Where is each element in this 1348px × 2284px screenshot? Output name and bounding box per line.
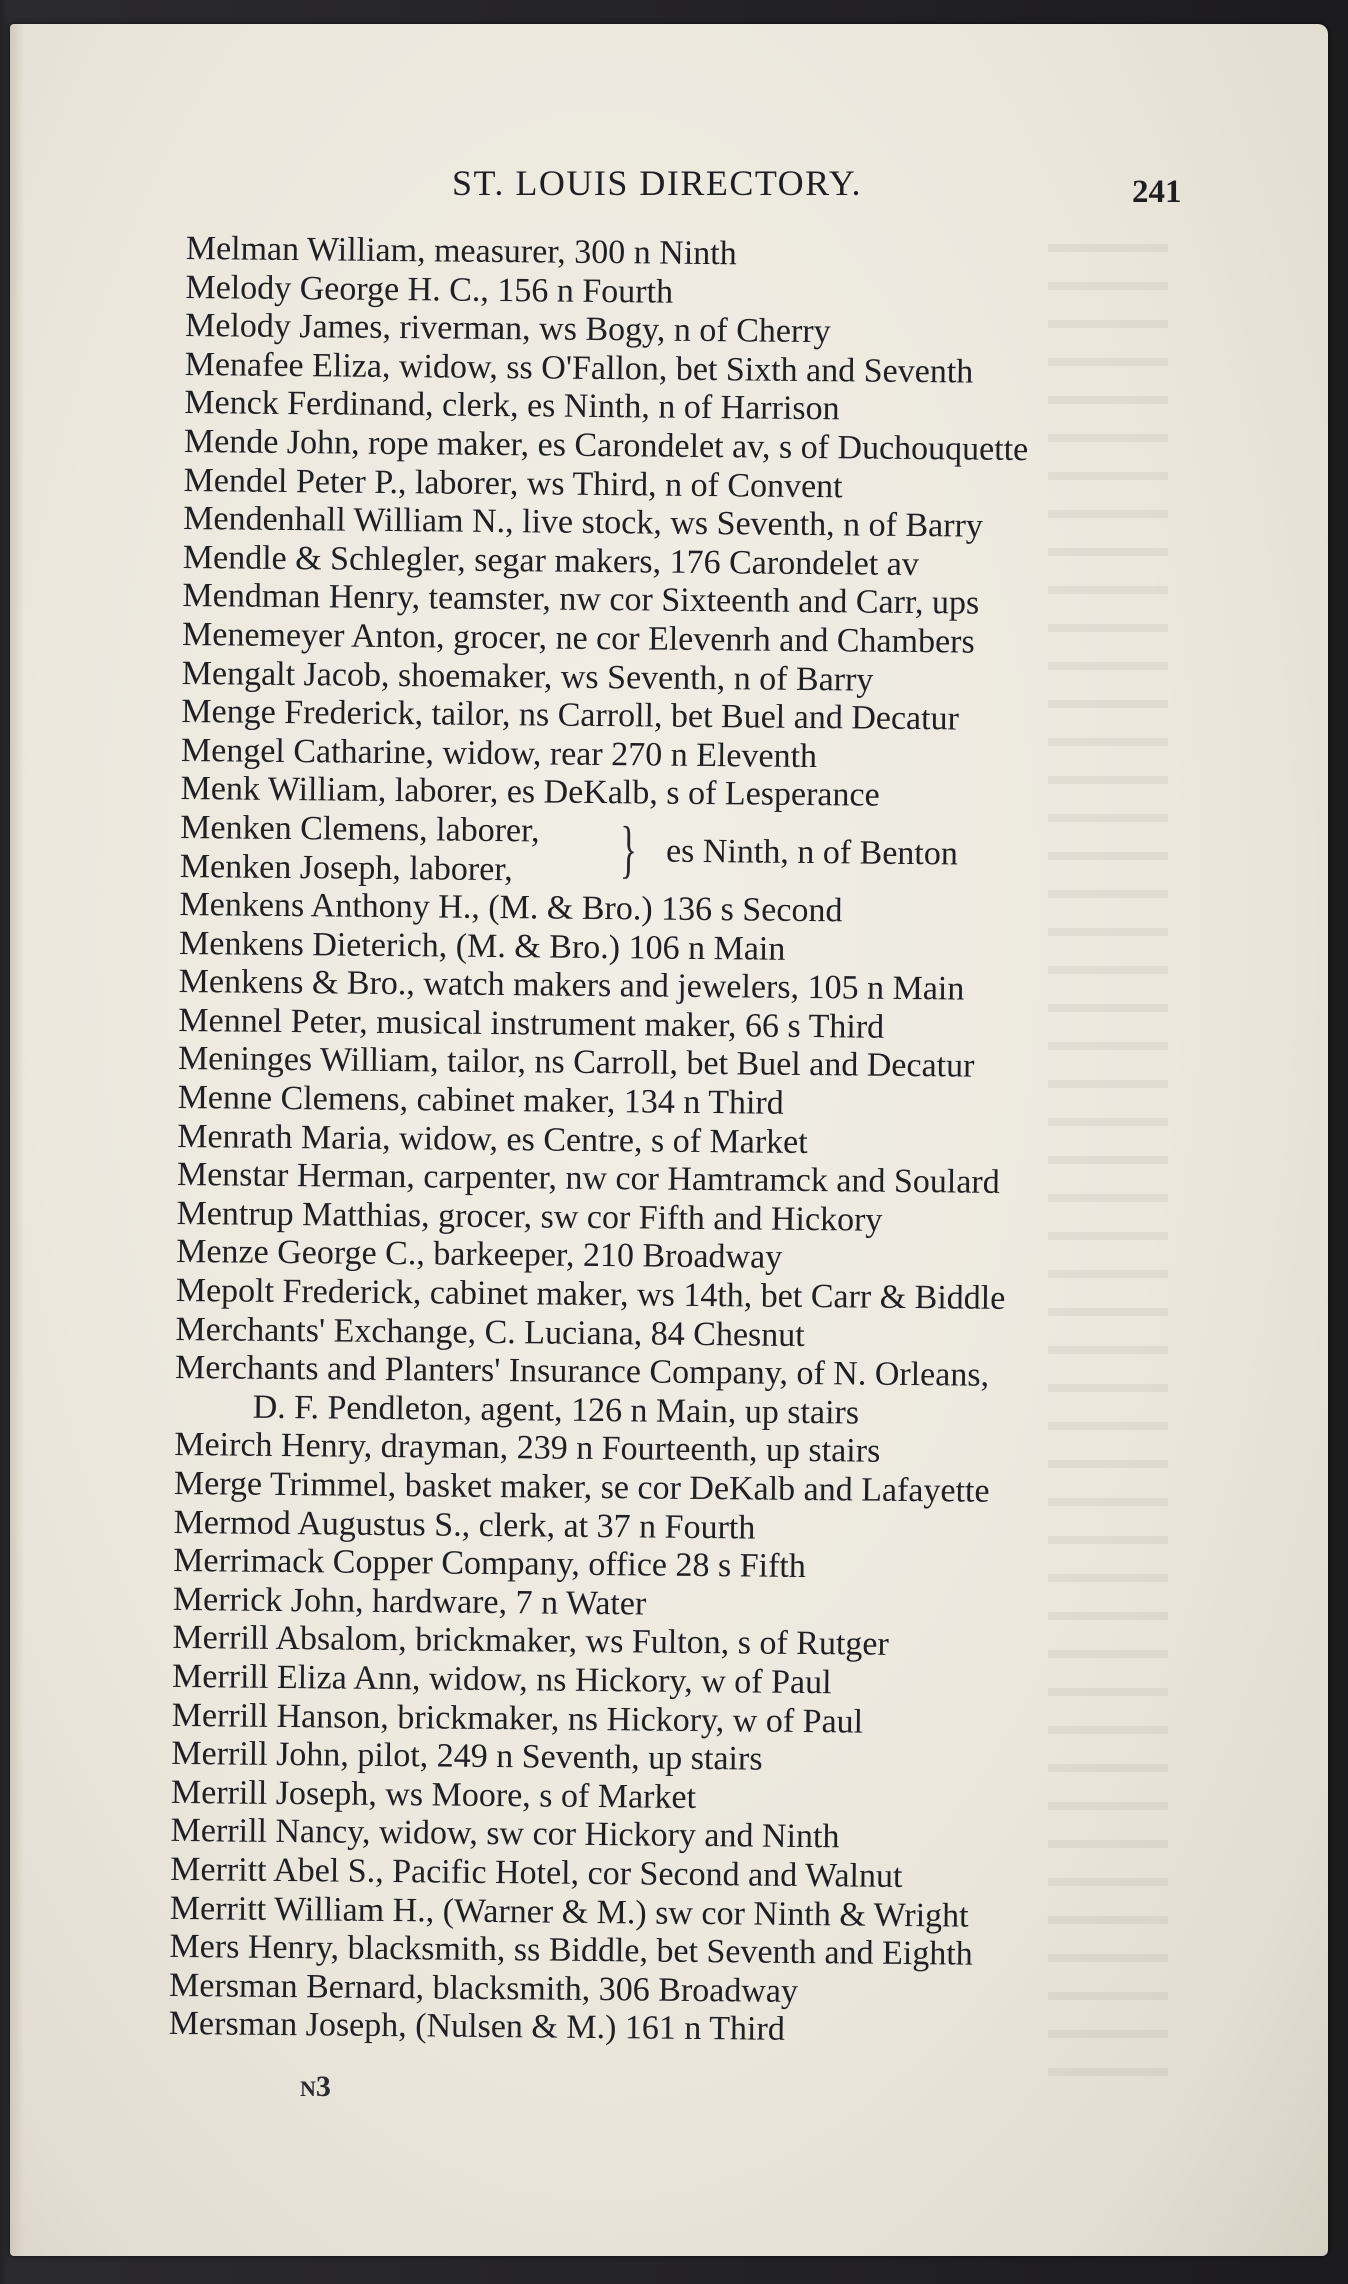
directory-entry: Merchants' Exchange, C. Luciana, 84 Chesnut	[175, 1310, 805, 1354]
directory-entry: Menne Clemens, cabinet maker, 134 n Third	[177, 1079, 784, 1122]
directory-entry: Mersman Bernard, blacksmith, 306 Broadway	[168, 1966, 799, 2010]
directory-entry: Meirch Henry, drayman, 239 n Fourteenth, up stairs	[174, 1426, 881, 1471]
directory-page	[10, 24, 1328, 2256]
directory-entry: Mendenhall William N., live stock, ws Seventh, n of Barry	[183, 500, 984, 545]
right-brace-icon: }	[619, 813, 638, 885]
directory-entry: Menafee Eliza, widow, ss O'Fallon, bet Sixth and Seventh	[184, 345, 974, 391]
directory-entry: Menrath Maria, widow, es Centre, s of Market	[177, 1117, 808, 1161]
directory-entry: Merge Trimmel, basket maker, se cor DeKalb and Lafayette	[173, 1464, 990, 1510]
directory-entry: Merrill John, pilot, 249 n Seventh, up stairs	[171, 1735, 763, 1778]
bracketed-entry-group	[180, 809, 1191, 896]
directory-entry: Menstar Herman, carpenter, nw cor Hamtramck and Soulard	[176, 1156, 1000, 1202]
directory-entry: Menge Frederick, tailor, ns Carroll, bet Buel and Decatur	[181, 693, 960, 738]
directory-entry-continuation: D. F. Pendleton, agent, 126 n Main, up stairs	[252, 1388, 860, 1432]
directory-entry: Melody George H. C., 156 n Fourth	[185, 268, 674, 311]
directory-entry: Mermod Augustus S., clerk, at 37 n Fourth	[173, 1503, 756, 1547]
directory-entry: Menkens Anthony H., (M. & Bro.) 136 s Second	[179, 886, 843, 930]
directory-entry: Merchants and Planters' Insurance Company, of N. Orleans,	[174, 1349, 990, 1394]
directory-entry: Menkens & Bro., watch makers and jewelers, 105 n Main	[178, 963, 965, 1008]
directory-entry: Meninges William, tailor, ns Carroll, bet Buel and Decatur	[177, 1040, 975, 1086]
directory-entry: Mepolt Frederick, cabinet maker, ws 14th, bet Carr & Biddle	[175, 1271, 1006, 1317]
directory-entry: Merritt Abel S., Pacific Hotel, cor Second and Walnut	[170, 1850, 903, 1895]
directory-entry: Menkens Dieterich, (M. & Bro.) 106 n Main	[178, 924, 786, 968]
directory-entry: Mendman Henry, teamster, nw cor Sixteenth and Carr, ups	[182, 577, 980, 622]
directory-entry: Merrill Nancy, widow, sw cor Hickory and Ninth	[170, 1812, 840, 1856]
directory-entry: Merrill Absalom, brickmaker, ws Fulton, s of Rutger	[172, 1619, 889, 1664]
directory-entry: Menze George C., barkeeper, 210 Broadway	[176, 1233, 783, 1277]
directory-entry: Menk William, laborer, es DeKalb, s of Lesperance	[180, 770, 880, 814]
directory-entry: Merritt William H., (Warner & M.) sw cor Ninth & Wright	[169, 1889, 969, 1935]
directory-entry: Merrick John, hardware, 7 n Water	[172, 1580, 647, 1623]
signature-letter: N	[300, 2076, 316, 2101]
printer-signature-mark	[300, 2070, 331, 2104]
directory-entry: Mengel Catharine, widow, rear 270 n Eleventh	[180, 731, 818, 775]
directory-entry: Merrill Hanson, brickmaker, ns Hickory, w of Paul	[171, 1696, 864, 1741]
directory-entry: Melman William, measurer, 300 n Ninth	[185, 230, 737, 273]
directory-entry: Merrimack Copper Company, office 28 s Fifth	[173, 1542, 807, 1586]
directory-entry: Mentrup Matthias, grocer, sw cor Fifth and Hickory	[176, 1194, 883, 1239]
directory-entry: Mengalt Jacob, shoemaker, ws Seventh, n of Barry	[181, 654, 874, 699]
directory-entry: Mennel Peter, musical instrument maker, 66 s Third	[178, 1001, 885, 1046]
directory-entry: Menken Clemens, laborer,	[180, 808, 540, 850]
shared-address: es Ninth, n of Benton	[665, 832, 959, 873]
directory-entry: Mersman Joseph, (Nulsen & M.) 161 n Third	[168, 2005, 785, 2049]
directory-entry: Melody James, riverman, ws Bogy, n of Cherry	[184, 307, 831, 351]
signature-number: 3	[315, 2070, 331, 2103]
page-header	[10, 152, 1328, 212]
directory-entry: Mers Henry, blacksmith, ss Biddle, bet Seventh and Eighth	[169, 1928, 973, 1973]
directory-entries	[169, 230, 1196, 2054]
directory-entry: Merrill Joseph, ws Moore, s of Market	[170, 1773, 697, 1816]
directory-entry: Menck Ferdinand, clerk, es Ninth, n of Harrison	[184, 384, 840, 428]
directory-entry: Merrill Eliza Ann, widow, ns Hickory, w of Paul	[171, 1657, 832, 1702]
directory-entry: Menemeyer Anton, grocer, ne cor Elevenrh and Chambers	[181, 615, 975, 661]
directory-entry: Mendle & Schlegler, segar makers, 176 Carondelet av	[182, 538, 920, 583]
running-title: ST. LOUIS DIRECTORY.	[452, 163, 863, 203]
directory-entry: Mendel Peter P., laborer, ws Third, n of Convent	[183, 461, 843, 505]
directory-entry: Menken Joseph, laborer,	[179, 847, 513, 888]
directory-entry: Mende John, rope maker, es Carondelet av, s of Duchouquette	[183, 422, 1029, 469]
page-number: 241	[1132, 174, 1182, 210]
